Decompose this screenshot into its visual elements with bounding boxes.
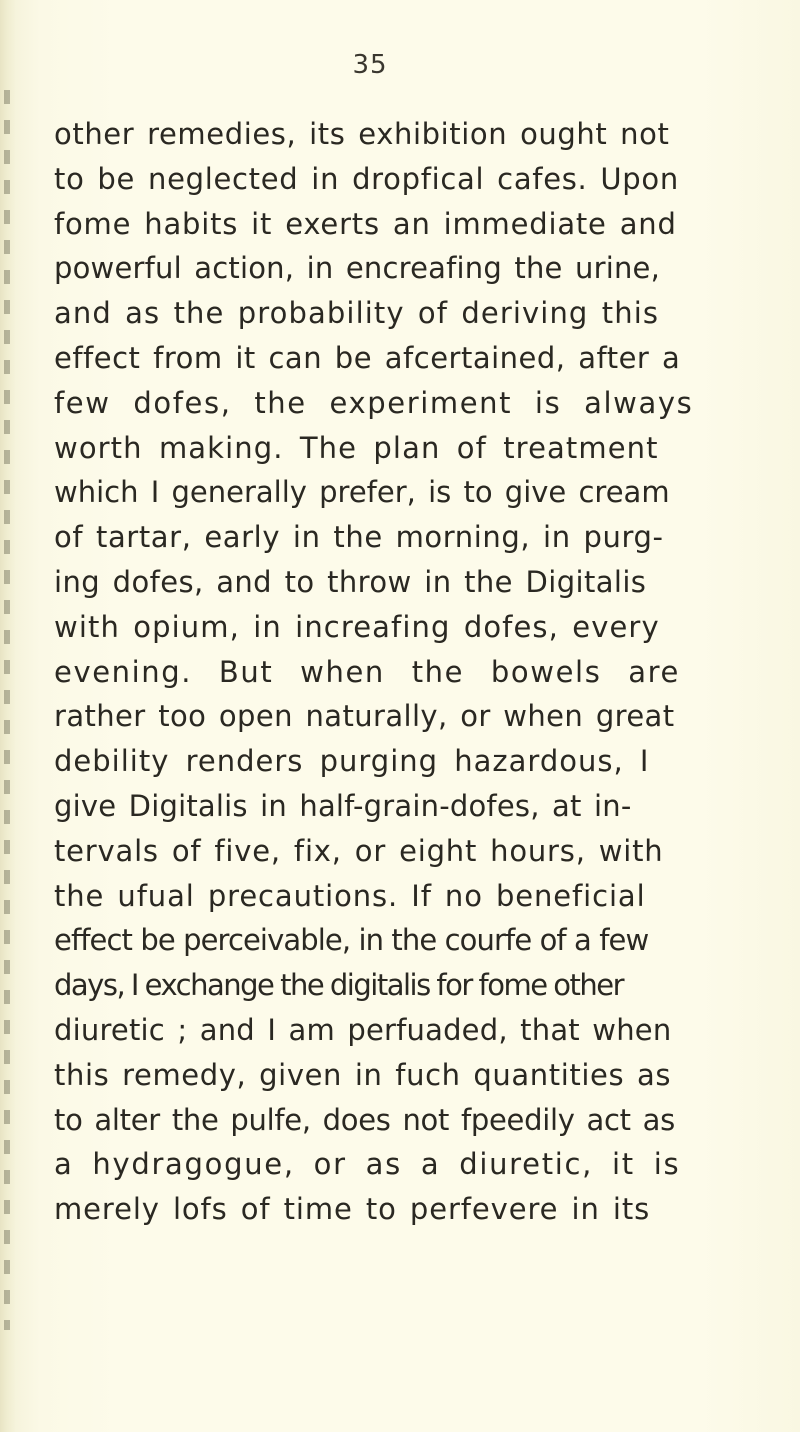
text-line: ing dofes, and to throw in the Digitalis [54,564,647,599]
text-line: with opium, in increafing dofes, every [54,609,660,644]
page-number: 35 [352,50,388,80]
body-text [54,112,744,1232]
text-line: a hydragogue, or as a diuretic, it is [54,1147,681,1182]
text-line: merely lofs of time to perfevere in its [54,1192,651,1227]
text-line: to alter the pulfe, does not fpeedily act as [54,1102,675,1137]
text-line: diuretic ; and I am perfuaded, that when [54,1012,672,1047]
text-line: to be neglected in dropfical cafes. Upon [54,161,679,196]
text-line: debility renders purging hazardous, I [54,744,650,779]
text-line: give Digitalis in half-grain-dofes, at in- [54,788,632,823]
text-line: rather too open naturally, or when great [54,699,675,734]
text-line: effect from it can be afcertained, after a [54,340,681,375]
text-line: the ufual precautions. If no beneficial [54,878,646,913]
gutter-shadow-marks [4,90,10,1330]
text-line: fome habits it exerts an immediate and [54,206,677,241]
text-line: few dofes, the experiment is always [54,385,694,420]
text-line: other remedies, its exhibition ought not [54,117,670,151]
text-line: effect be perceivable, in the courfe of a few [54,923,649,958]
text-line: which I generally prefer, is to give cream [54,475,670,510]
text-line: powerful action, in encreafing the urine, [54,251,661,286]
text-line: and as the probability of deriving this [54,296,660,331]
text-line: evening. But when the bowels are [54,654,680,689]
text-line: days, I exchange the digitalis for fome other [54,968,624,1003]
text-line: this remedy, given in fuch quantities as [54,1057,672,1092]
text-line: worth making. The plan of treatment [54,430,659,465]
text-line: tervals of five, fix, or eight hours, with [54,833,664,868]
text-line: of tartar, early in the morning, in purg- [54,520,664,555]
